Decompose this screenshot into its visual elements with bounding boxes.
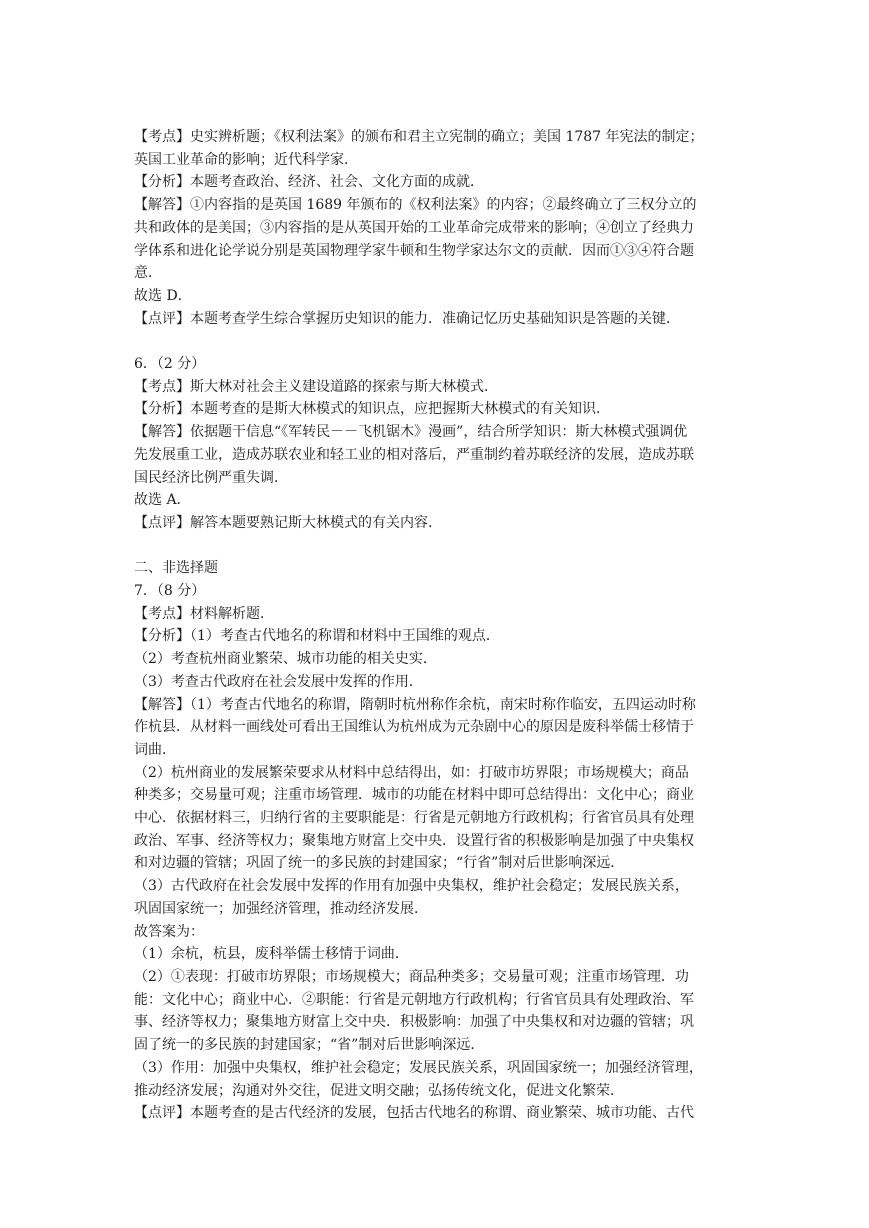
- text-line: 故选 A．: [134, 492, 191, 509]
- question-5-explanation: [134, 126, 736, 330]
- text-line: （1）余杭，杭县，废科举儒士移情于词曲．: [134, 946, 409, 963]
- text-line: 和对边疆的管辖；巩固了统一的多民族的封建国家；“行省”制对后世影响深远．: [134, 855, 625, 872]
- text-line: 作杭县．从材料一画线处可看出王国维认为杭州成为元杂剧中心的原因是废科举儒士移情于: [134, 719, 694, 736]
- text-line: 【解答】①内容指的是英国 1689 年颁布的《权利法案》的内容；②最终确立了三权分立的: [134, 197, 697, 214]
- question-heading: 7．（8 分）: [134, 583, 206, 600]
- text-line: 【分析】本题考查的是斯大林模式的知识点，应把握斯大林模式的有关知识．: [134, 401, 610, 418]
- text-line: 【点评】本题考查的是古代经济的发展，包括古代地名的称谓、商业繁荣、城市功能、古代: [134, 1105, 694, 1122]
- text-line: 先发展重工业，造成苏联农业和轻工业的相对落后，严重制约着苏联经济的发展，造成苏联: [134, 446, 694, 463]
- spacer: [134, 330, 736, 353]
- text-line: 【考点】斯大林对社会主义建设道路的探索与斯大林模式．: [134, 378, 498, 395]
- text-line: 【解答】（1）考查古代地名的称谓，隋朝时杭州称作余杭，南宋时称作临安，五四运动时称: [134, 696, 696, 713]
- text-line: 【解答】依据题干信息“《军转民－－飞机锯木》漫画”，结合所学知识：斯大林模式强调优: [134, 424, 688, 441]
- text-line: 词曲．: [134, 741, 176, 758]
- text-line: 巩固国家统一；加强经济管理，推动经济发展．: [134, 900, 428, 917]
- text-line: 共和政体的是美国；③内容指的是从英国开始的工业革命完成带来的影响；④创立了经典力: [134, 219, 694, 236]
- text-line: 学体系和进化论学说分别是英国物理学家牛顿和生物学家达尔文的贡献．因而①③④符合题: [134, 242, 694, 259]
- text-line: 【点评】解答本题要熟记斯大林模式的有关内容．: [134, 514, 442, 531]
- text-line: 【考点】史实辨析题；《权利法案》的颁布和君主立宪制的确立；美国 1787 年宪法的制定；: [134, 129, 704, 145]
- text-line: 英国工业革命的影响；近代科学家．: [134, 151, 358, 168]
- text-line: （2）①表现：打破市坊界限；市场规模大；商品种类多；交易量可观；注重市场管理．功: [134, 968, 689, 985]
- spacer: [134, 535, 736, 558]
- text-line: 意．: [134, 265, 162, 282]
- question-6-explanation: [134, 353, 736, 535]
- text-line: （3）古代政府在社会发展中发挥的作用有加强中央集权，维护社会稳定；发展民族关系，: [134, 878, 689, 895]
- answer-explanation-page: [134, 126, 736, 1125]
- question-heading: 6．（2 分）: [134, 356, 206, 373]
- text-line: 推动经济发展；沟通对外交往，促进文明交融；弘扬传统文化，促进文化繁荣．: [134, 1082, 624, 1099]
- text-line: 种类多；交易量可观；注重市场管理．城市的功能在材料中即可总结得出：文化中心；商业: [134, 787, 694, 804]
- text-line: 事、经济等权力；聚集地方财富上交中央．积极影响：加强了中央集权和对边疆的管辖；巩: [134, 1014, 694, 1031]
- text-line: 【分析】（1）考查古代地名的称谓和材料中王国维的观点．: [134, 628, 500, 645]
- text-line: 故选 D．: [134, 287, 192, 304]
- text-line: 政治、军事、经济等权力；聚集地方财富上交中央．设置行省的积极影响是加强了中央集权: [134, 832, 694, 849]
- text-line: （3）考查古代政府在社会发展中发挥的作用．: [134, 673, 423, 690]
- text-line: （2）考查杭州商业繁荣、城市功能的相关史实．: [134, 651, 437, 668]
- non-choice-section: [134, 557, 736, 1125]
- text-line: （3）作用：加强中央集权，维护社会稳定；发展民族关系，巩固国家统一；加强经济管理，: [134, 1059, 703, 1076]
- text-line: 【分析】本题考查政治、经济、社会、文化方面的成就．: [134, 174, 484, 191]
- text-line: 能：文化中心；商业中心．②职能：行省是元朝地方行政机构；行省官员具有处理政治、军: [134, 991, 694, 1008]
- text-line: 国民经济比例严重失调．: [134, 469, 288, 486]
- text-line: （2）杭州商业的发展繁荣要求从材料中总结得出，如：打破市坊界限；市场规模大；商品: [134, 764, 689, 781]
- text-line: 【考点】材料解析题．: [134, 605, 274, 622]
- text-line: 【点评】本题考查学生综合掌握历史知识的能力．准确记忆历史基础知识是答题的关键．: [134, 310, 680, 327]
- text-line: 固了统一的多民族的封建国家；“省”制对后世影响深远．: [134, 1037, 485, 1054]
- text-line: 故答案为：: [134, 923, 204, 940]
- section-heading: 二、非选择题: [134, 560, 218, 577]
- text-line: 中心．依据材料三，归纳行省的主要职能是：行省是元朝地方行政机构；行省官员具有处理: [134, 810, 694, 827]
